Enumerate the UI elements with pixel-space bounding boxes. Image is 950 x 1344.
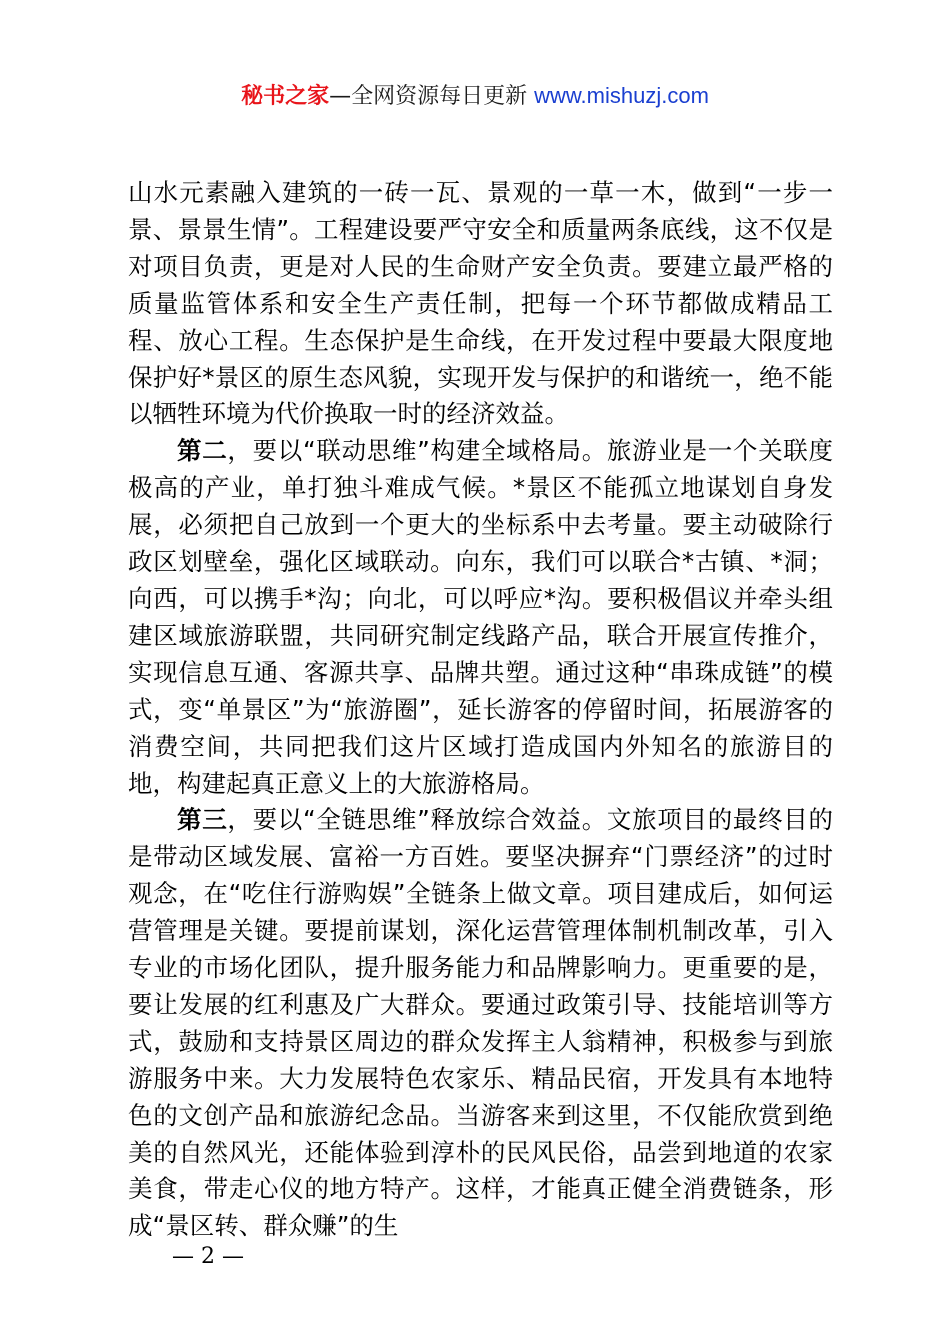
brand-name: 秘书之家: [241, 84, 330, 109]
page-number: — 2 —: [172, 1244, 244, 1269]
site-url[interactable]: www.mishuzj.com: [534, 83, 709, 108]
document-body: [128, 175, 833, 1245]
paragraph-text: ，要以“联动思维”构建全域格局。旅游业是一个关联度极高的产业，单打独斗难成气候。*景区不能孤立地谋划自身发展，必须把自己放到一个更大的坐标系中去考量。要主动破除行政区划壁垒，强化区域联动。向东，我们可以联合*古镇、*洞；向西，可以携手*沟；向北，可以呼应*沟。要积极倡议并牵头组建区域旅游联盟，共同研究制定线路产品，联合开展宣传推介，实现信息互通、客源共享、品牌共塑。通过这种“串珠成链”的模式，变“单景区”为“旅游圈”，延长游客的停留时间，拓展游客的消费空间，共同把我们这片区域打造成国内外知名的旅游目的地，构建起真正意义上的大旅游格局。: [128, 436, 834, 798]
paragraph-third: [128, 802, 833, 1245]
page-header: [0, 80, 950, 113]
header-slogan: —全网资源每日更新: [329, 84, 528, 109]
paragraph-continuation: [128, 175, 833, 433]
paragraph-lead: 第二: [177, 436, 228, 466]
paragraph-text: 山水元素融入建筑的一砖一瓦、景观的一草一木，做到“一步一景、景景生情”。工程建设要严守安全和质量两条底线，这不仅是对项目负责，更是对人民的生命财产安全负责。要建立最严格的质量监管体系和安全生产责任制，把每一个环节都做成精品工程、放心工程。生态保护是生命线，在开发过程中要最大限度地保护好*景区的原生态风貌，实现开发与保护的和谐统一，绝不能以牺牲环境为代价换取一时的经济效益。: [128, 178, 833, 429]
paragraph-second: [128, 433, 833, 802]
paragraph-text: ，要以“全链思维”释放综合效益。文旅项目的最终目的是带动区域发展、富裕一方百姓。要坚决摒弃“门票经济”的过时观念，在“吃住行游购娱”全链条上做文章。项目建成后，如何运营管理是关键。要提前谋划，深化运营管理体制机制改革，引入专业的市场化团队，提升服务能力和品牌影响力。更重要的是，要让发展的红利惠及广大群众。要通过政策引导、技能培训等方式，鼓励和支持景区周边的群众发挥主人翁精神，积极参与到旅游服务中来。大力发展特色农家乐、精品民宿，开发具有本地特色的文创产品和旅游纪念品。当游客来到这里，不仅能欣赏到绝美的自然风光，还能体验到淳朴的民风民俗，品尝到地道的农家美食，带走心仪的地方特产。这样，才能真正健全消费链条，形成“景区转、群众赚”的生: [128, 805, 834, 1241]
paragraph-lead: 第三: [177, 805, 228, 835]
